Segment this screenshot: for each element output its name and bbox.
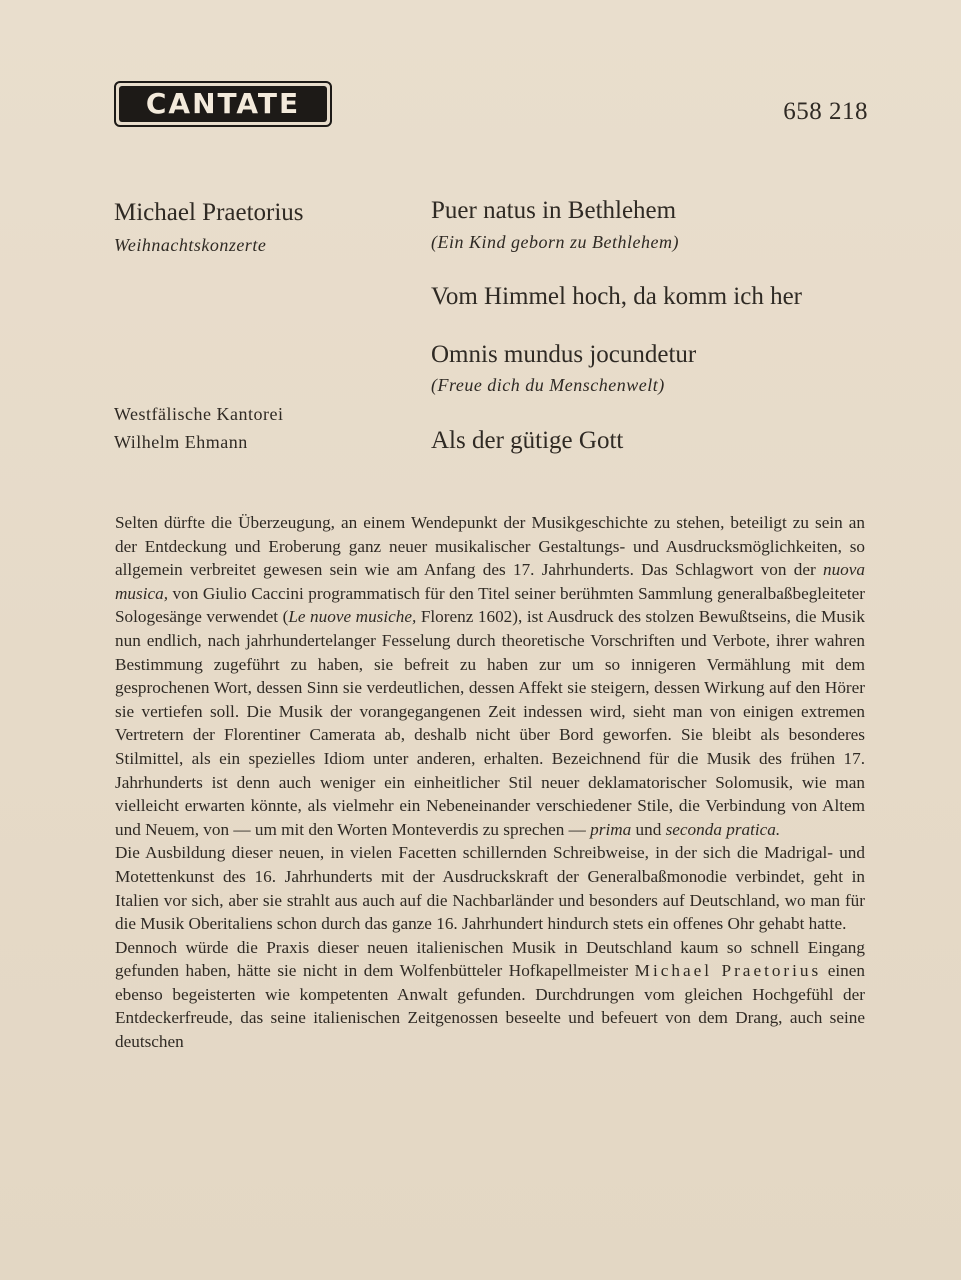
cantate-logo bbox=[114, 81, 332, 127]
italic-text: nuova musica, bbox=[115, 560, 865, 603]
liner-notes bbox=[115, 511, 865, 1054]
composer-name: Michael Praetorius bbox=[114, 199, 304, 226]
piece-title: Puer natus in Bethlehem bbox=[431, 197, 677, 224]
italic-text: prima bbox=[590, 819, 632, 839]
text-run: Dennoch würde die Praxis dieser neuen italienischen Musik in Deutschland kaum so schnell Eingang gefunden haben, hätte sie nicht in dem Wolfenbütteler Hofkapellmeister bbox=[115, 937, 865, 981]
catalog-number: 658 218 bbox=[783, 98, 868, 125]
text-run: einen ebenso begeisterten wie kompetenten Anwalt gefunden. Durchdrungen vom gleichen Hochgefühl der Entdeckerfreude, das seine italienischen Zeitgenossen beseelte und befeuert von dem Drang, auch seine deutschen bbox=[115, 961, 865, 1052]
text-run: Die Ausbildung dieser neuen, in vielen Facetten schillernden Schreibweise, in der sich die Madrigal- und Motettenkunst des 16. Jahrhunderts mit der Ausdruckskraft der Generalbaßmonodie verbindet, geht in Italien vor sich, aber sie strahlt aus auch auf die Nachbarländer und besonders auf Deutschland, wo man für die Musik Oberitaliens schon durch das ganze 16. Jahrhundert hindurch stets ein offenes Ohr gehabt hatte. bbox=[115, 843, 865, 934]
italic-text: Le nuove musiche, bbox=[288, 607, 417, 627]
text-run: und bbox=[631, 819, 666, 839]
performer-ensemble: Westfälische Kantorei bbox=[114, 404, 284, 424]
piece-title: Omnis mundus jocundetur bbox=[431, 341, 697, 368]
piece-subtitle: (Freue dich du Menschenwelt) bbox=[431, 375, 665, 395]
cantate-logo-text: CANTATE bbox=[119, 86, 327, 122]
piece-title: Vom Himmel hoch, da komm ich her bbox=[431, 283, 803, 310]
work-title: Weihnachtskonzerte bbox=[114, 235, 267, 255]
text-run: Florenz 1602), ist Ausdruck des stolzen Bewußtseins, die Musik nun endlich, nach jahrhundertelanger Fesselung durch theoretische Vorschriften und Verbote, ihrer wahren Bestimmung zugeführt zu haben, sie befreit zu haben zur um so innigeren Vermählung mit dem gesprochenen Wort, dessen Sinn sie verdeutlichen, dessen Affekt sie steigern, dessen Wirkung auf den Hörer sie vertiefen soll. Die Musik der vorangegangenen Zeit indessen wird, sieht man von einigen extremen Vertretern der Florentiner Camerata ab, deshalb nicht über Bord geworfen. Sie bleibt als besonderes Stilmittel, als ein spezielles Idiom unter anderen, erhalten. Bezeichnend für die Musik des frühen 17. Jahrhunderts ist denn auch weniger ein einheitlicher Stil neuer deklamatorischer Solomusik, wie man vielleicht erwarten könnte, als vielmehr ein Nebeneinander verschiedener Stile, die Verbindung von Altem und Neuem, von — um mit den Worten Monteverdis zu sprechen — bbox=[115, 607, 865, 839]
text-run: von Giulio Caccini programmatisch für den Titel seiner berühmten Sammlung generalbaßbegleiteter Sologesänge verwendet ( bbox=[115, 583, 865, 627]
piece-title: Als der gütige Gott bbox=[431, 427, 624, 454]
performer-conductor: Wilhelm Ehmann bbox=[114, 432, 248, 452]
piece-subtitle: (Ein Kind geborn zu Bethlehem) bbox=[431, 232, 679, 252]
liner-paragraph bbox=[115, 511, 865, 841]
spaced-name: Michael Praetorius bbox=[634, 961, 822, 981]
liner-paragraph bbox=[115, 841, 865, 935]
italic-text: seconda pratica. bbox=[665, 819, 781, 839]
text-run: Selten dürfte die Überzeugung, an einem Wendepunkt der Musikgeschichte zu stehen, beteiligt zu sein an der Entdeckung und Eroberung ganz neuer musikalischer Gestaltungs- und Ausdrucksmöglichkeiten, so allgemein verbreitet gewesen sein wie am Anfang des 17. Jahrhunderts. Das Schlagwort von der bbox=[115, 513, 865, 580]
liner-paragraph bbox=[115, 936, 865, 1054]
